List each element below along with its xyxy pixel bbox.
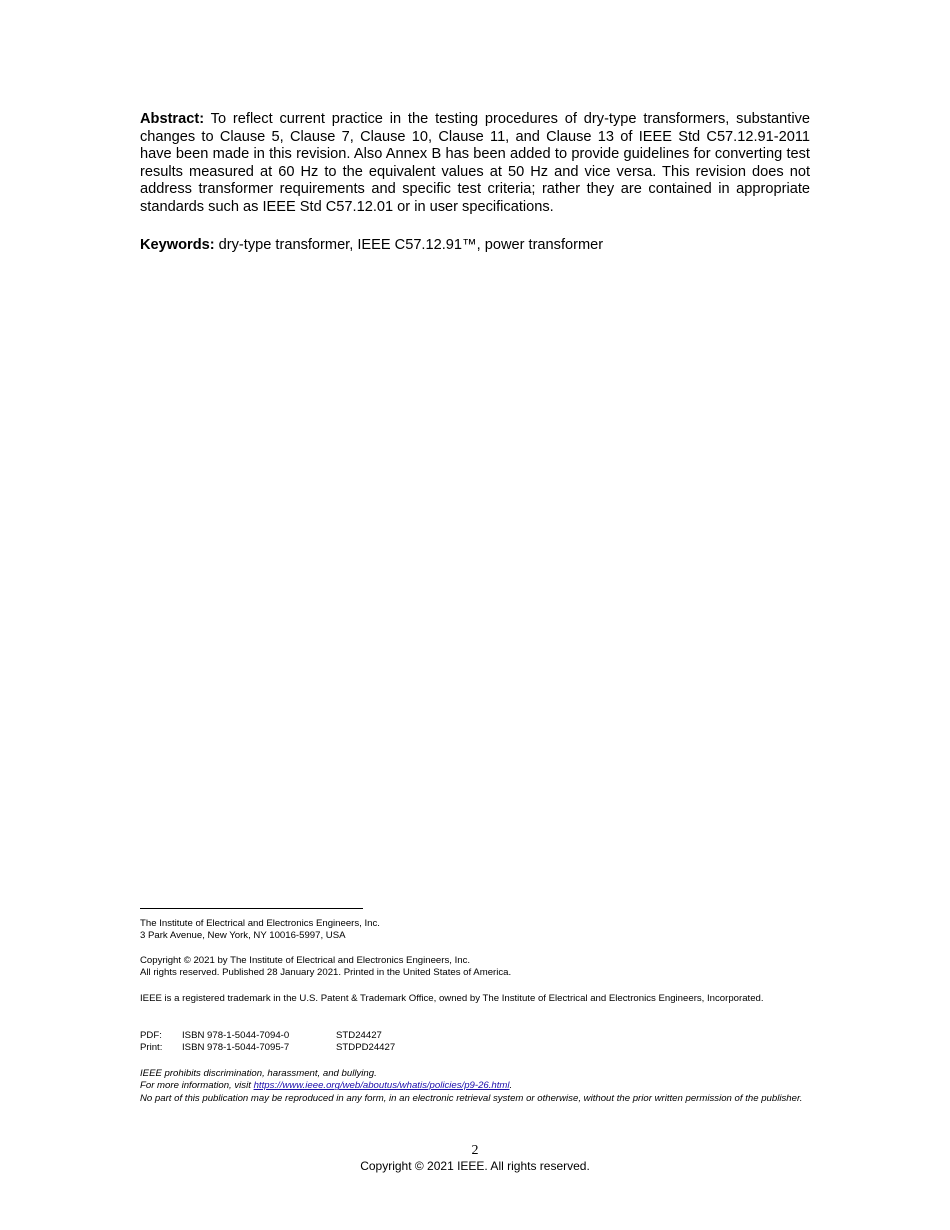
- info-prefix: For more information, visit: [140, 1080, 254, 1092]
- isbn-format: Print:: [140, 1042, 163, 1054]
- copyright-line: Copyright © 2021 by The Institute of Electrical and Electronics Engineers, Inc.: [140, 955, 471, 966]
- page-number: 2: [471, 1143, 479, 1158]
- isbn-block: [140, 1030, 812, 1055]
- keywords-text: dry-type transformer, IEEE C57.12.91™, power transformer: [214, 237, 604, 253]
- keywords-paragraph: [140, 237, 810, 255]
- abstract-text: To reflect current practice in the testing procedures of dry-type transformers, substantive changes to Clause 5, Clause 7, Clause 10, Clause 11, and Clause 13 of IEEE Std C57.12.91-2011 have been made in this revision. Also Annex B has been added to provide guidelines for converting test results measured at 60 Hz to the equivalent values at 50 Hz and vice versa. This revision does not address transformer requirements and specific test criteria; rather they are contained in appropriate standards such as IEEE Std C57.12.01 or in user specifications.: [140, 111, 810, 215]
- isbn-number: ISBN 978-1-5044-7095-7: [182, 1042, 290, 1054]
- reproduction-notice: No part of this publication may be reproduced in any form, in an electronic retrieval system or otherwise, without the prior written permission of the publisher.: [140, 1092, 803, 1104]
- publisher-name: The Institute of Electrical and Electronics Engineers, Inc.: [140, 918, 380, 929]
- isbn-row-print: [140, 1042, 812, 1054]
- policy-link[interactable]: https://www.ieee.org/web/aboutus/whatis/policies/p9-26.html: [253, 1080, 510, 1092]
- abstract-label: Abstract:: [140, 111, 205, 127]
- isbn-code: STDPD24427: [336, 1042, 396, 1054]
- keywords-label: Keywords:: [140, 237, 215, 253]
- isbn-code: STD24427: [336, 1030, 382, 1041]
- copyright-block: [140, 955, 812, 980]
- isbn-row-pdf: [140, 1030, 812, 1042]
- isbn-number: ISBN 978-1-5044-7094-0: [182, 1030, 290, 1041]
- page-footer-copyright: Copyright © 2021 IEEE. All rights reserved.: [360, 1159, 590, 1173]
- info-suffix: .: [509, 1080, 513, 1092]
- policy-block: [140, 1068, 812, 1105]
- policy-line: IEEE prohibits discrimination, harassment, and bullying.: [140, 1068, 377, 1079]
- info-line: [140, 1080, 812, 1092]
- publisher-address: 3 Park Avenue, New York, NY 10016-5997, USA: [140, 930, 346, 942]
- trademark-notice: IEEE is a registered trademark in the U.S. Patent & Trademark Office, owned by The Institute of Electrical and Electronics Engineers, Incorporated.: [140, 993, 764, 1004]
- isbn-format: PDF:: [140, 1030, 162, 1041]
- footnote-divider: [140, 908, 363, 909]
- publisher-block: [140, 918, 812, 943]
- abstract-paragraph: [140, 111, 810, 217]
- rights-line: All rights reserved. Published 28 January 2021. Printed in the United States of America.: [140, 967, 512, 979]
